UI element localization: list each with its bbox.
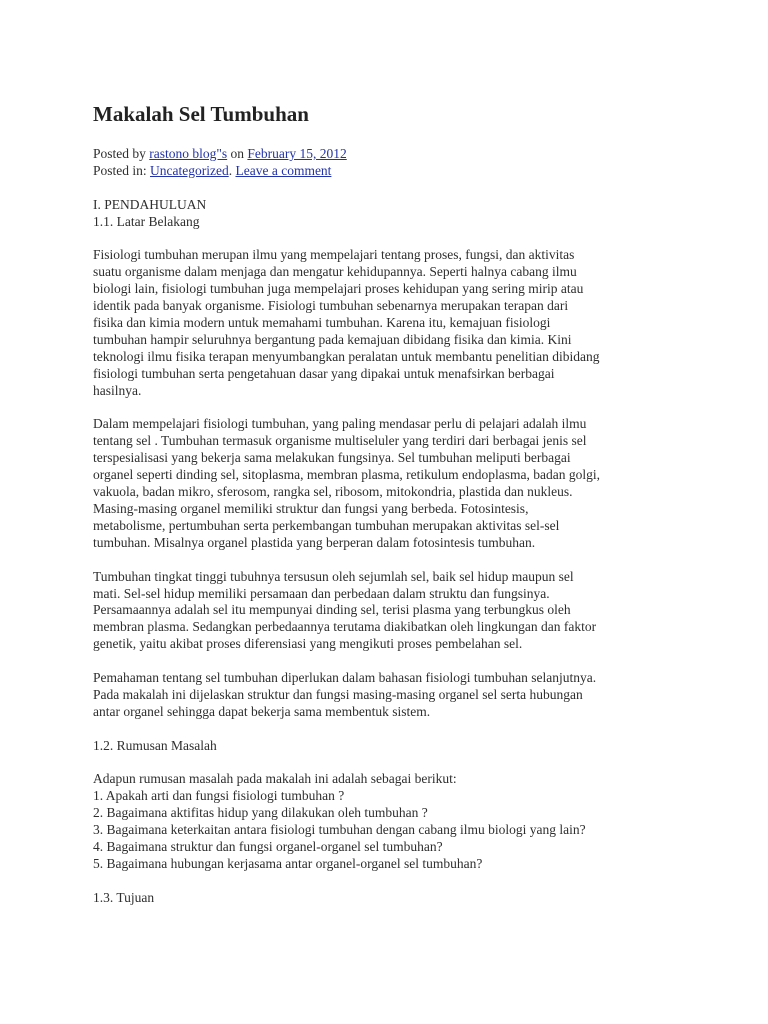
page-title: Makalah Sel Tumbuhan (93, 102, 309, 126)
paragraph: Fisiologi tumbuhan merupan ilmu yang mempelajari tentang proses, fungsi, dan aktivitas suatu organisme dalam menjaga dan mengatur kehidupannya. Seperti halnya cabang ilmu biologi lain, fisiologi tumbuhan juga mempelajari proses kehidupan yang sering mirip atau identik pada banyak organisme. Fisiologi tumbuhan sebenarnya merupakan terapan dari fisika dan kimia modern untuk memahami tumbuhan. Karena itu, kemajuan fisiologi tumbuhan hampir seluruhnya bergantung pada kemajuan dibidang fisika dan kimia. Kini teknologi ilmu fisika terapan menyumbangkan peralatan untuk membantu penelitian dibidang fisiologi tumbuhan serta pengetahuan dasar yang dipakai untuk menafsirkan berbagai hasilnya. (93, 247, 600, 398)
on-label: on (230, 146, 245, 161)
spacer (93, 721, 683, 738)
section-heading-rumusan-masalah: 1.2. Rumusan Masalah (93, 737, 217, 753)
author-link[interactable]: rastono blog"s (149, 146, 228, 161)
meta-separator: . (228, 162, 233, 178)
paragraph: Dalam mempelajari fisiologi tumbuhan, yang paling mendasar perlu di pelajari adalah ilmu tentang sel . Tumbuhan termasuk organisme multiseluler yang terdiri dari berbagai jenis sel terspesialisasi yang bekerja sama melakukan fungsinya. Sel tumbuhan meliputi berbagai organel seperti dinding sel, sitoplasma, membran plasma, retikulum endoplasma, badan golgi, vakuola, badan mikro, sferosom, rangka sel, ribosom, mitokondria, plastida dan nukleus. Masing-masing organel memiliki struktur dan fungsi yang berbeda. Fotosintesis, metabolisme, pertumbuhan serta perkembangan tumbuhan merupakan aktivitas sel-sel tumbuhan. Misalnya organel plastida yang berperan dalam fotosintesis tumbuhan. (93, 416, 601, 550)
paragraph: Pemahaman tentang sel tumbuhan diperlukan dalam bahasan fisiologi tumbuhan selanjutnya. Pada makalah ini dijelaskan struktur dan fungsi masing-masing organel sel serta hubungan antar organel sehingga dapat bekerja sama membentuk sistem. (93, 670, 597, 719)
spacer (93, 180, 683, 197)
list-item: 2. Bagaimana aktifitas hidup yang dilakukan oleh tumbuhan ? (93, 805, 428, 821)
category-link[interactable]: Uncategorized (150, 162, 229, 178)
posted-by-line (93, 146, 683, 163)
posted-by-label: Posted by (93, 146, 146, 161)
date-link[interactable]: February 15, 2012 (247, 146, 347, 161)
list-item: 4. Bagaimana struktur dan fungsi organel-organel sel tumbuhan? (93, 839, 443, 855)
posted-in-label: Posted in: (93, 162, 147, 178)
section-heading-latar-belakang: 1.1. Latar Belakang (93, 213, 200, 229)
posted-in-line (93, 163, 683, 180)
spacer (93, 231, 683, 248)
list-item: 5. Bagaimana hubungan kerjasama antar organel-organel sel tumbuhan? (93, 855, 483, 871)
leave-comment-link[interactable]: Leave a comment (235, 162, 332, 178)
spacer (93, 552, 683, 569)
spacer (93, 653, 683, 670)
spacer (93, 755, 683, 772)
list-item: 3. Bagaimana keterkaitan antara fisiologi tumbuhan dengan cabang ilmu biologi yang lain? (93, 822, 586, 838)
paragraph: Tumbuhan tingkat tinggi tubuhnya tersusun oleh sejumlah sel, baik sel hidup maupun sel mati. Sel-sel hidup memiliki persamaan dan perbedaan dalam struktu dan fungsinya. Persamaannya adalah sel itu mempunyai dinding sel, terisi plasma yang terbungkus oleh membran plasma. Sedangkan perbedaannya terutama diakibatkan oleh lingkungan dan faktor genetik, yaitu akibat proses diferensiasi yang mengikuti proses pembelahan sel. (93, 568, 597, 652)
article-body (93, 146, 683, 907)
list-item: 1. Apakah arti dan fungsi fisiologi tumbuhan ? (93, 788, 345, 804)
spacer (93, 873, 683, 890)
spacer (93, 400, 683, 417)
rumusan-list (93, 788, 683, 873)
chapter-heading: I. PENDAHULUAN (93, 196, 207, 212)
rumusan-intro: Adapun rumusan masalah pada makalah ini adalah sebagai berikut: (93, 771, 457, 787)
section-heading-tujuan: 1.3. Tujuan (93, 889, 155, 905)
